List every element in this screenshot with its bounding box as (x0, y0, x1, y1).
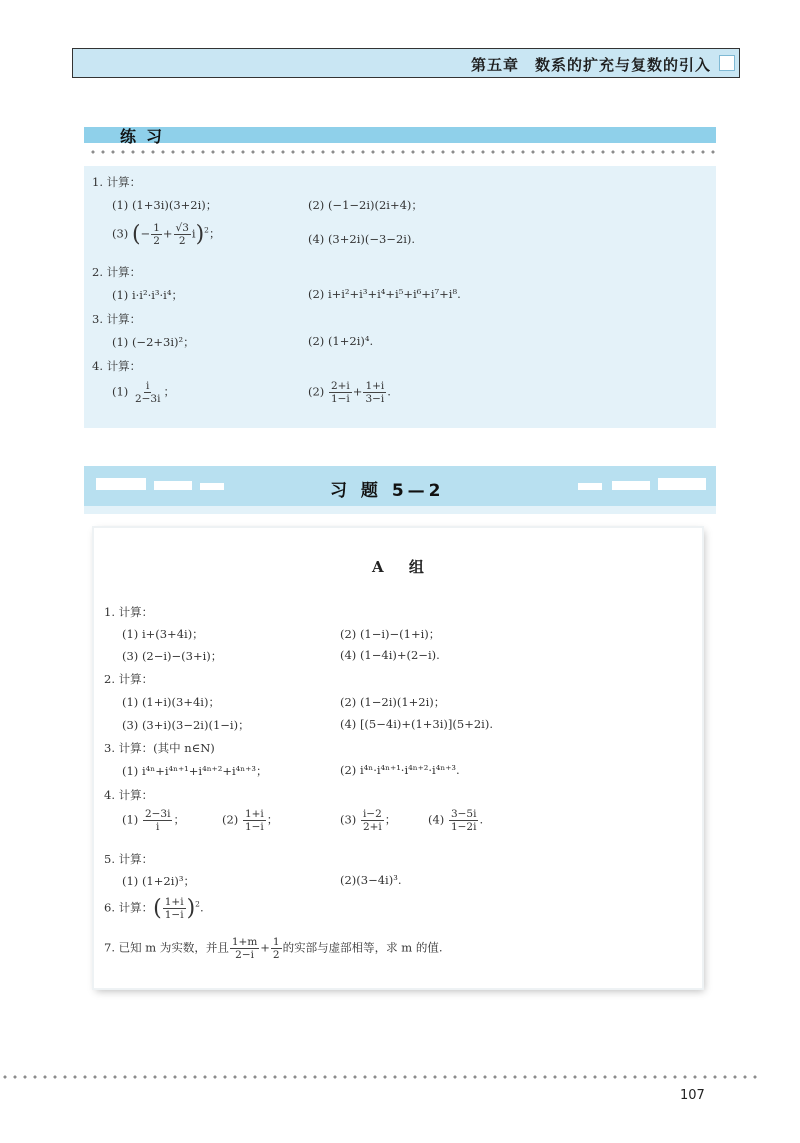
fraction (363, 380, 386, 405)
page-number: 107 (680, 1088, 705, 1103)
group-a-q2-4: (4) [(5−4i)+(1+3i)](5+2i). (340, 717, 493, 731)
fraction (361, 808, 384, 833)
group-a-q6 (104, 896, 204, 921)
group-a-q4-2: (2) $\frac{1+i}{1-i}$ ； (222, 808, 279, 833)
numerator: √3 (175, 222, 189, 234)
dotted-divider (88, 150, 716, 154)
item-number: (1) (112, 384, 129, 399)
numerator: 3−5i (450, 808, 477, 820)
denominator: 2+i (362, 821, 382, 833)
denominator: 1−i (164, 909, 184, 921)
practice-q4-2: (2) $\frac{2+i}{1-i}$ + $\frac{1+i}{3-i}$ . (308, 380, 391, 405)
chapter-title: 第五章 数系的扩充与复数的引入 (470, 56, 711, 74)
numerator: 2−3i (144, 808, 171, 820)
section-title-bar-shadow (84, 506, 716, 514)
group-a-q1-3: (3) (2−i)−(3+i)； (122, 649, 223, 663)
item-number: (2) (222, 812, 239, 827)
group-a-q1-4: (4) (1−4i)+(2−i). (340, 648, 440, 662)
decorative-bar (96, 478, 146, 490)
group-a-q1-label: 1. 计算： (104, 605, 154, 619)
denominator: 1−2i (450, 821, 477, 833)
denominator: 2 (153, 235, 160, 247)
practice-q1-4: (4) (3+2i)(−3−2i). (308, 232, 416, 246)
left-paren: ( (131, 222, 141, 247)
decorative-bar (658, 478, 706, 490)
group-a-q4-1: (1) $\frac{2-3i}{i}$ ； (122, 808, 185, 833)
denominator: i (156, 821, 160, 833)
decorative-bar (154, 481, 192, 490)
practice-q3-1: (1) (−2+3i)²； (112, 335, 195, 349)
group-a-q4-3: (3) $\frac{i-2}{2+i}$ ； (340, 808, 397, 833)
group-a-q3-label: 3. 计算：(其中 n∈N) (104, 741, 215, 755)
fraction (449, 808, 479, 833)
practice-q3-2: (2) (1+2i)⁴. (308, 334, 374, 348)
numerator: 2+i (330, 380, 350, 392)
group-a-q7: 7. 已知 m 为实数，并且 $\frac{1+m}{2-i}$ + $\frac{1}{2}$ 的实部与虚部相等，求 m 的值. (104, 936, 443, 961)
group-a-q3-2: (2) i⁴ⁿ·i⁴ⁿ⁺¹·i⁴ⁿ⁺²·i⁴ⁿ⁺³. (340, 763, 460, 777)
group-a-q5-label: 5. 计算： (104, 852, 154, 866)
numerator: 1 (272, 936, 280, 948)
numerator: 1+i (164, 896, 184, 908)
question-stem-end: 的实部与虚部相等，求 m 的值. (282, 940, 443, 955)
item-number: (3) (112, 226, 129, 241)
group-a-q2-3: (3) (3+i)(3−2i)(1−i)； (122, 718, 250, 732)
question-stem: 7. 已知 m 为实数，并且 (104, 940, 229, 955)
practice-title: 练习 (120, 127, 173, 146)
fraction (243, 808, 266, 833)
fraction (174, 222, 191, 247)
practice-q1-2: (2) (−1−2i)(2i+4)； (308, 198, 423, 212)
denominator: 1−i (330, 393, 350, 405)
group-title: A 组 (372, 558, 434, 576)
period: . (199, 900, 204, 915)
numerator: i (146, 380, 150, 392)
decorative-bar (200, 483, 224, 490)
exponent: 2 (195, 899, 200, 909)
numerator: 1+m (231, 936, 258, 948)
practice-title-bar (84, 127, 716, 143)
group-a-q2-1: (1) (1+i)(3+4i)； (122, 695, 220, 709)
group-a-q1-1: (1) i+(3+4i)； (122, 627, 204, 641)
fraction (230, 936, 259, 961)
practice-q2-1: (1) i·i²·i³·i⁴； (112, 288, 183, 302)
right-paren: ) (195, 222, 205, 247)
practice-q1-1: (1) (1+3i)(3+2i)； (112, 198, 218, 212)
group-a-q2-2: (2) (1−2i)(1+2i)； (340, 695, 446, 709)
fraction (133, 380, 163, 405)
numerator: 1+i (365, 380, 385, 392)
imaginary-unit: i (191, 226, 196, 241)
group-a-q5-2: (2)(3−4i)³. (340, 873, 402, 887)
practice-q4-label: 4. 计算： (92, 359, 142, 373)
group-a-q4-4: (4) $\frac{3-5i}{1-2i}$ . (428, 808, 484, 833)
practice-q1-3: (3) (− $\frac{1}{2}$ + $\frac{√3}{2}$ i)$^2$； (112, 222, 221, 247)
fraction (329, 380, 352, 405)
item-number: (2) (308, 384, 325, 399)
fraction (143, 808, 173, 833)
chapter-header (72, 48, 740, 78)
numerator: 1 (153, 222, 160, 234)
practice-q2-label: 2. 计算： (92, 265, 142, 279)
practice-q1-label: 1. 计算： (92, 175, 142, 189)
item-number: (3) (340, 812, 357, 827)
fraction (163, 896, 186, 921)
denominator: 1−i (244, 821, 264, 833)
decorative-bar (578, 483, 602, 490)
practice-q4-1: (1) $\frac{i}{2-3i}$ ； (112, 380, 175, 405)
group-a-q3-1: (1) i⁴ⁿ+i⁴ⁿ⁺¹+i⁴ⁿ⁺²+i⁴ⁿ⁺³； (122, 764, 268, 778)
numerator: 1+i (244, 808, 264, 820)
group-a-q4-label: 4. 计算： (104, 788, 154, 802)
footer-dotted-line (0, 1075, 760, 1079)
group-a-q5-1: (1) (1+2i)³； (122, 874, 195, 888)
practice-q3-label: 3. 计算： (92, 312, 142, 326)
right-paren: ) (186, 896, 196, 921)
question-label: 6. 计算： (104, 900, 154, 915)
group-a-q1-2: (2) (1−i)−(1+i)； (340, 627, 441, 641)
numerator: i−2 (362, 808, 382, 820)
fraction (151, 222, 162, 247)
denominator: 2 (178, 235, 186, 247)
denominator: 3−i (365, 393, 385, 405)
denominator: 2 (272, 949, 280, 961)
item-number: (1) (122, 812, 139, 827)
section-title: 习 题 5—2 (330, 481, 445, 501)
denominator: 2−3i (134, 393, 161, 405)
left-paren: ( (153, 896, 162, 921)
fraction (271, 936, 282, 961)
decorative-bar (612, 481, 650, 490)
item-number: (4) (428, 812, 445, 827)
header-square-decoration (719, 55, 735, 71)
group-a-q2-label: 2. 计算： (104, 672, 154, 686)
denominator: 2−i (235, 949, 254, 961)
practice-q2-2: (2) i+i²+i³+i⁴+i⁵+i⁶+i⁷+i⁸. (308, 287, 461, 301)
